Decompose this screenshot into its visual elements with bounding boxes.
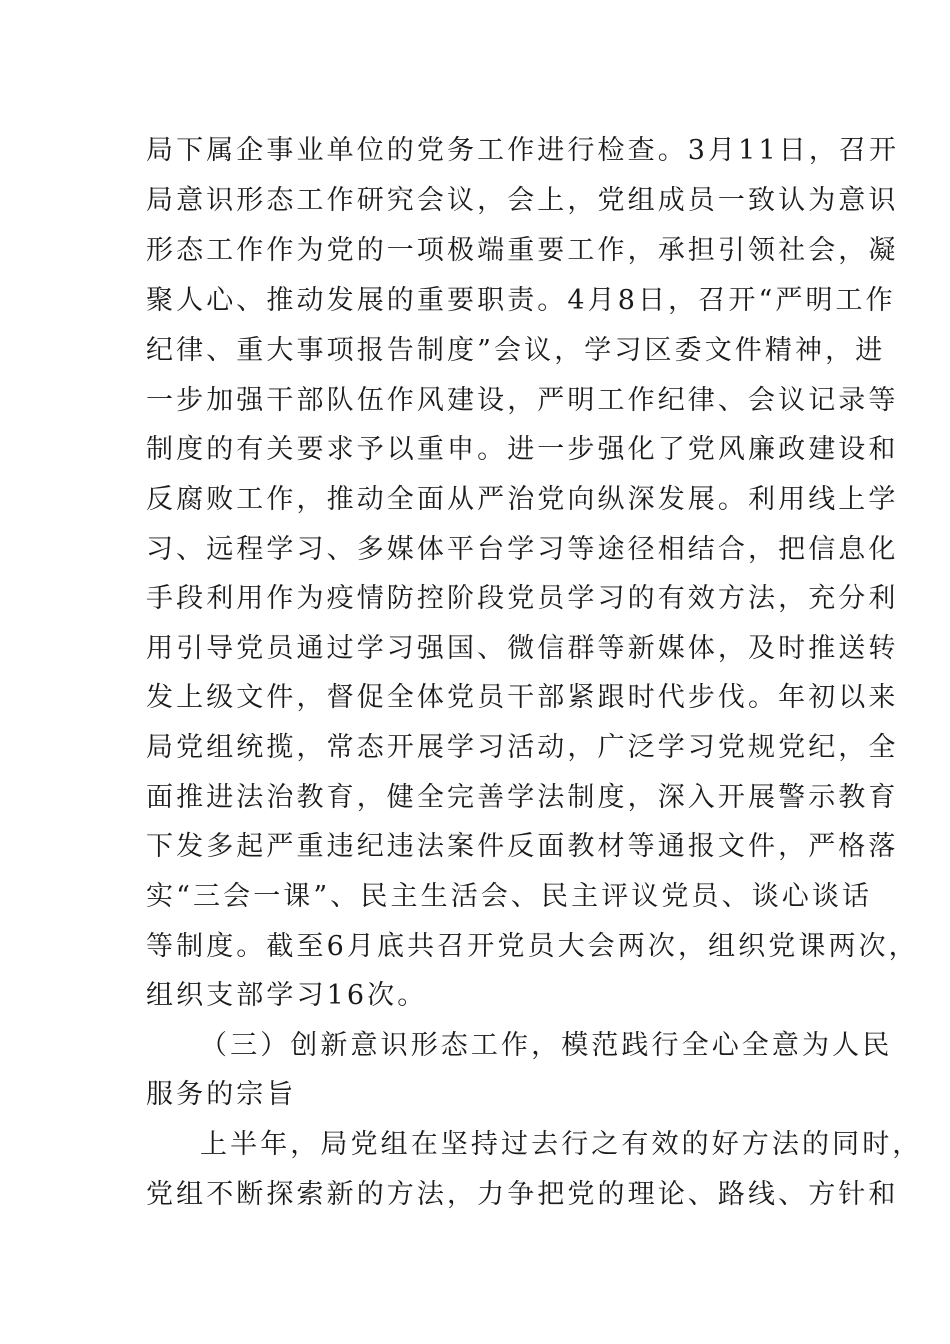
body-text-line: 一步加强干部队伍作风建设，严明工作纪律、会议记录等	[146, 385, 899, 416]
body-text-line: 发上级文件，督促全体党员干部紧跟时代步伐。年初以来	[146, 682, 899, 713]
body-text-line: 局下属企事业单位的党务工作进行检查。3月11日，召开	[146, 135, 900, 166]
section-heading: （三）创新意识形态工作，模范践行全心全意为人民	[200, 1030, 893, 1061]
body-text-line: 手段利用作为疫情防控阶段党员学习的有效方法，充分利	[146, 583, 899, 614]
section-heading-continued: 服务的宗旨	[146, 1079, 297, 1110]
body-text-line: 局意识形态工作研究会议，会上，党组成员一致认为意识	[146, 185, 899, 216]
body-text-line: 纪律、重大事项报告制度”会议，学习区委文件精神，进	[146, 335, 886, 366]
body-text-line: 形态工作作为党的一项极端重要工作，承担引领社会，凝	[146, 235, 899, 266]
paragraph-first-line: 上半年，局党组在坚持过去行之有效的好方法的同时，	[200, 1129, 923, 1160]
body-text-line: 下发多起严重违纪违法案件反面教材等通报文件，严格落	[146, 831, 899, 862]
body-text-line: 制度的有关要求予以重申。进一步强化了党风廉政建设和	[146, 434, 899, 465]
body-text-line: 局党组统揽，常态开展学习活动，广泛学习党规党纪，全	[146, 732, 899, 763]
body-text-line: 聚人心、推动发展的重要职责。4月8日，召开“严明工作	[146, 285, 896, 316]
body-text-line: 用引导党员通过学习强国、微信群等新媒体，及时推送转	[146, 633, 899, 664]
body-text-line: 实“三会一课”、民主生活会、民主评议党员、谈心谈话	[146, 881, 873, 912]
body-text-line: 面推进法治教育，健全完善学法制度，深入开展警示教育	[146, 782, 899, 813]
body-text-line: 习、远程学习、多媒体平台学习等途径相结合，把信息化	[146, 534, 899, 565]
body-text-line: 组织支部学习16次。	[146, 980, 428, 1011]
body-text-line: 党组不断探索新的方法，力争把党的理论、路线、方针和	[146, 1179, 899, 1210]
body-text-line: 反腐败工作，推动全面从严治党向纵深发展。利用线上学	[146, 484, 899, 515]
body-text-line: 等制度。截至6月底共召开党员大会两次，组织党课两次，	[146, 931, 919, 962]
